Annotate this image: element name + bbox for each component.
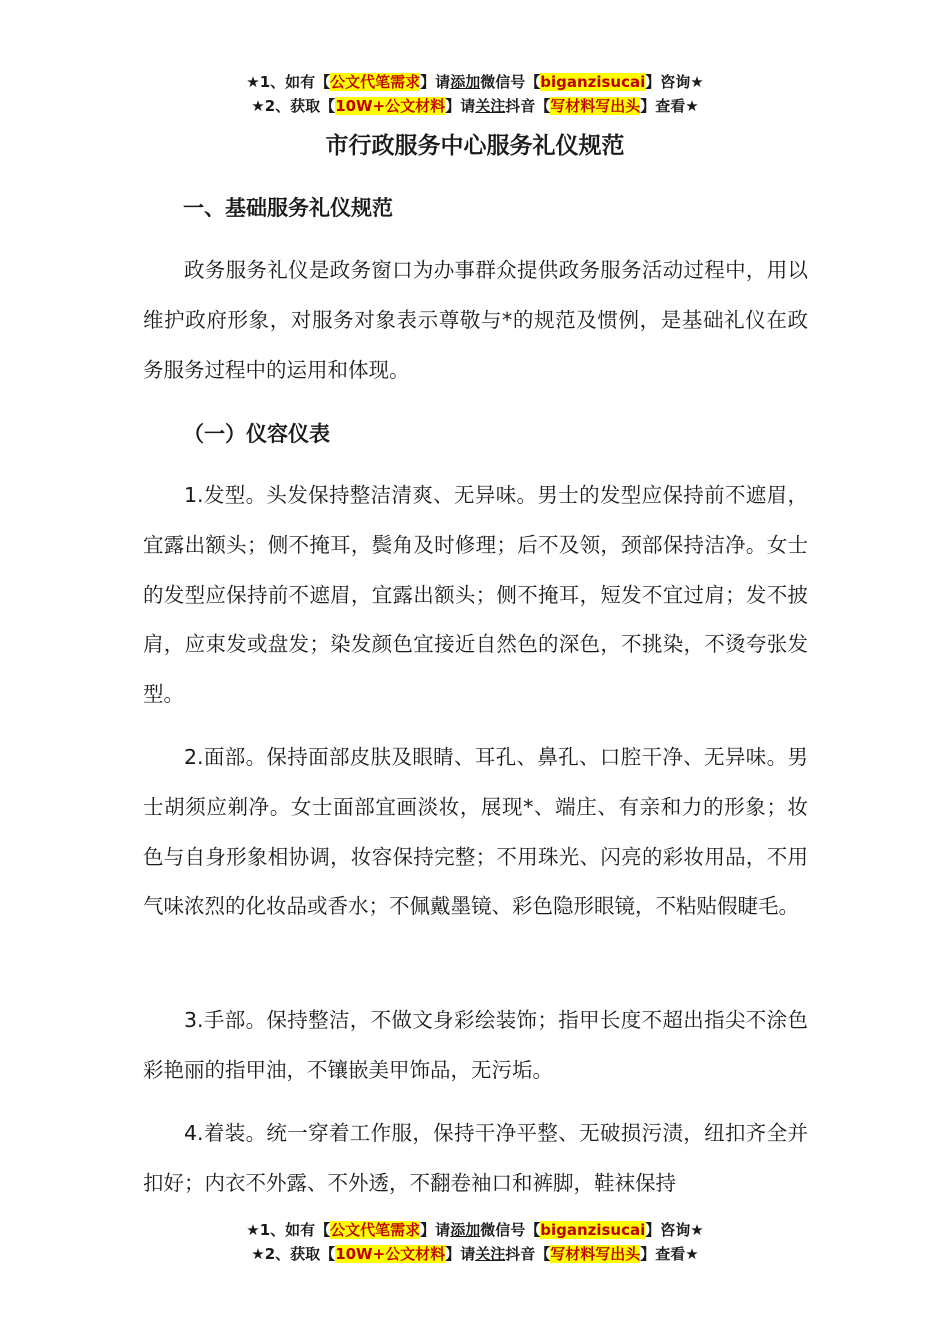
paragraph-hairstyle: 1.发型。头发保持整洁清爽、无异味。男士的发型应保持前不遮眉，宜露出额头；侧不掩耳，鬓角及时修理；后不及领，颈部保持洁净。女士的发型应保持前不遮眉，宜露出额头；侧不掩耳，短发不宜过肩；发不披肩，应束发或盘发；染发颜色宜接近自然色的深色，不挑染，不烫夸张发型。 — [143, 483, 808, 707]
promo-text: 微信号【 — [480, 1221, 541, 1239]
subsection-heading: （一）仪容仪表 — [183, 422, 330, 446]
promo-highlight: 10W+公文材料 — [335, 97, 446, 115]
promo-text: 】请 — [420, 73, 451, 91]
promo-text: ★2、获取【 — [251, 97, 336, 115]
promo-highlight: 写材料写出头 — [550, 97, 641, 115]
promo-highlight: biganzisucai — [540, 73, 646, 91]
promo-text: 抖音【 — [505, 97, 551, 115]
promo-text: 】请 — [445, 1245, 476, 1263]
paragraph-attire: 4.着装。统一穿着工作服，保持干净平整、无破损污渍，纽扣齐全并扣好；内衣不外露、不外透，不翻卷袖口和裤脚，鞋袜保持 — [143, 1121, 808, 1195]
promo-highlight: 公文代笔需求 — [330, 73, 421, 91]
promo-highlight: 公文代笔需求 — [330, 1221, 421, 1239]
promo-text: ★1、如有【 — [246, 1221, 331, 1239]
paragraph-hands: 3.手部。保持整洁，不做文身彩绘装饰；指甲长度不超出指尖不涂色彩艳丽的指甲油，不镶嵌美甲饰品，无污垢。 — [143, 1008, 808, 1082]
promo-text: 】咨询★ — [645, 1221, 704, 1239]
promo-highlight: 写材料写出头 — [550, 1245, 641, 1263]
promo-text: 】查看★ — [640, 97, 699, 115]
promo-text: 】请 — [445, 97, 476, 115]
promo-text: ★2、获取【 — [251, 1245, 336, 1263]
promo-text: 】咨询★ — [645, 73, 704, 91]
promo-line-2 — [0, 94, 950, 118]
promo-line-1 — [0, 1218, 950, 1242]
section-heading: 一、基础服务礼仪规范 — [183, 196, 393, 220]
promo-text: ★1、如有【 — [246, 73, 331, 91]
promo-underline: 添加 — [450, 73, 481, 91]
promo-underline: 关注 — [475, 1245, 506, 1263]
intro-paragraph: 政务服务礼仪是政务窗口为办事群众提供政务服务活动过程中，用以维护政府形象，对服务对象表示尊敬与*的规范及惯例，是基础礼仪在政务服务过程中的运用和体现。 — [143, 258, 808, 382]
promo-highlight: biganzisucai — [540, 1221, 646, 1239]
promo-line-2 — [0, 1242, 950, 1266]
promo-text: 微信号【 — [480, 73, 541, 91]
promo-highlight: 10W+公文材料 — [335, 1245, 446, 1263]
promo-underline: 添加 — [450, 1221, 481, 1239]
promo-line-1 — [0, 70, 950, 94]
promo-text: 】请 — [420, 1221, 451, 1239]
promo-underline: 关注 — [475, 97, 506, 115]
promo-banner-bottom — [0, 1218, 950, 1266]
promo-text: 】查看★ — [640, 1245, 699, 1263]
promo-banner-top — [0, 70, 950, 118]
document-title: 市行政服务中心服务礼仪规范 — [325, 133, 625, 159]
promo-text: 抖音【 — [505, 1245, 551, 1263]
paragraph-face: 2.面部。保持面部皮肤及眼睛、耳孔、鼻孔、口腔干净、无异味。男士胡须应剃净。女士面部宜画淡妆，展现*、端庄、有亲和力的形象；妆色与自身形象相协调，妆容保持完整；不用珠光、闪亮的彩妆用品，不用气味浓烈的化妆品或香水；不佩戴墨镜、彩色隐形眼镜，不粘贴假睫毛。 — [143, 745, 808, 919]
